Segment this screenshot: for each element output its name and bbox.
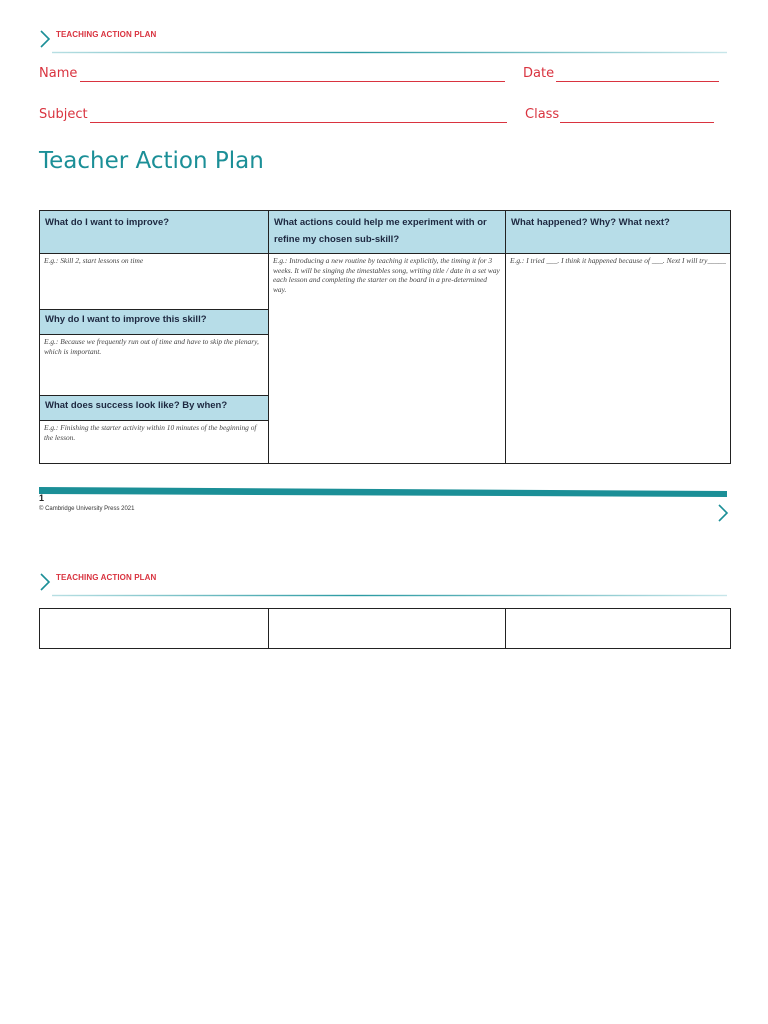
date-field[interactable] — [556, 81, 719, 82]
success-answer-cell[interactable] — [39, 420, 269, 464]
header-label: TEACHING ACTION PLAN — [56, 30, 157, 39]
success-heading-cell — [39, 395, 269, 421]
why-heading-cell — [39, 309, 269, 335]
subject-field[interactable] — [90, 122, 507, 123]
subject-label: Subject — [39, 107, 88, 122]
improve-example: E.g.: Skill 2, start lessons on time — [44, 256, 144, 265]
copyright: © Cambridge University Press 2021 — [39, 506, 135, 512]
outcome-example: E.g.: I tried ___. I think it happened because of ___. Next I will try_____ — [510, 256, 726, 265]
page-title: Teacher Action Plan — [39, 148, 264, 174]
outcome-heading-cell — [505, 210, 731, 254]
header-rule — [52, 51, 727, 54]
continuation-cell[interactable] — [505, 608, 731, 649]
actions-answer-cell[interactable] — [268, 253, 506, 464]
improve-heading-cell — [39, 210, 269, 254]
continuation-cell[interactable] — [39, 608, 269, 649]
class-field[interactable] — [560, 122, 714, 123]
date-label: Date — [523, 66, 555, 81]
success-heading: What does success look like? By when? — [45, 400, 228, 411]
class-label: Class — [525, 107, 560, 122]
success-example: E.g.: Finishing the starter activity within 10 minutes of the beginning of the lesson. — [44, 423, 257, 442]
actions-heading: What actions could help me experiment with or refine my chosen sub-skill? — [274, 217, 487, 245]
header-label: TEACHING ACTION PLAN — [56, 573, 157, 582]
improve-answer-cell[interactable] — [39, 253, 269, 310]
footer-band — [0, 486, 768, 500]
name-label: Name — [39, 66, 78, 81]
outcome-heading: What happened? Why? What next? — [511, 217, 670, 228]
name-field[interactable] — [80, 81, 505, 82]
actions-example: E.g.: Introducing a new routine by teaching it explicitly, the timing it for 3 weeks. It will be singing the timestables song, writing title / date in a set way each lesson and completing the starter on the board in a pre-determined way. — [273, 256, 500, 294]
chevron-right-icon — [38, 29, 52, 49]
why-heading: Why do I want to improve this skill? — [45, 314, 207, 325]
why-example: E.g.: Because we frequently run out of time and have to skip the plenary, which is important. — [44, 337, 259, 356]
continuation-cell[interactable] — [268, 608, 506, 649]
header-rule — [52, 594, 727, 597]
page-number: 1 — [39, 493, 45, 503]
improve-heading: What do I want to improve? — [45, 217, 170, 228]
actions-heading-cell — [268, 210, 506, 254]
why-answer-cell[interactable] — [39, 334, 269, 396]
chevron-right-icon — [38, 572, 52, 592]
outcome-answer-cell[interactable] — [505, 253, 731, 464]
chevron-right-icon — [716, 503, 730, 523]
